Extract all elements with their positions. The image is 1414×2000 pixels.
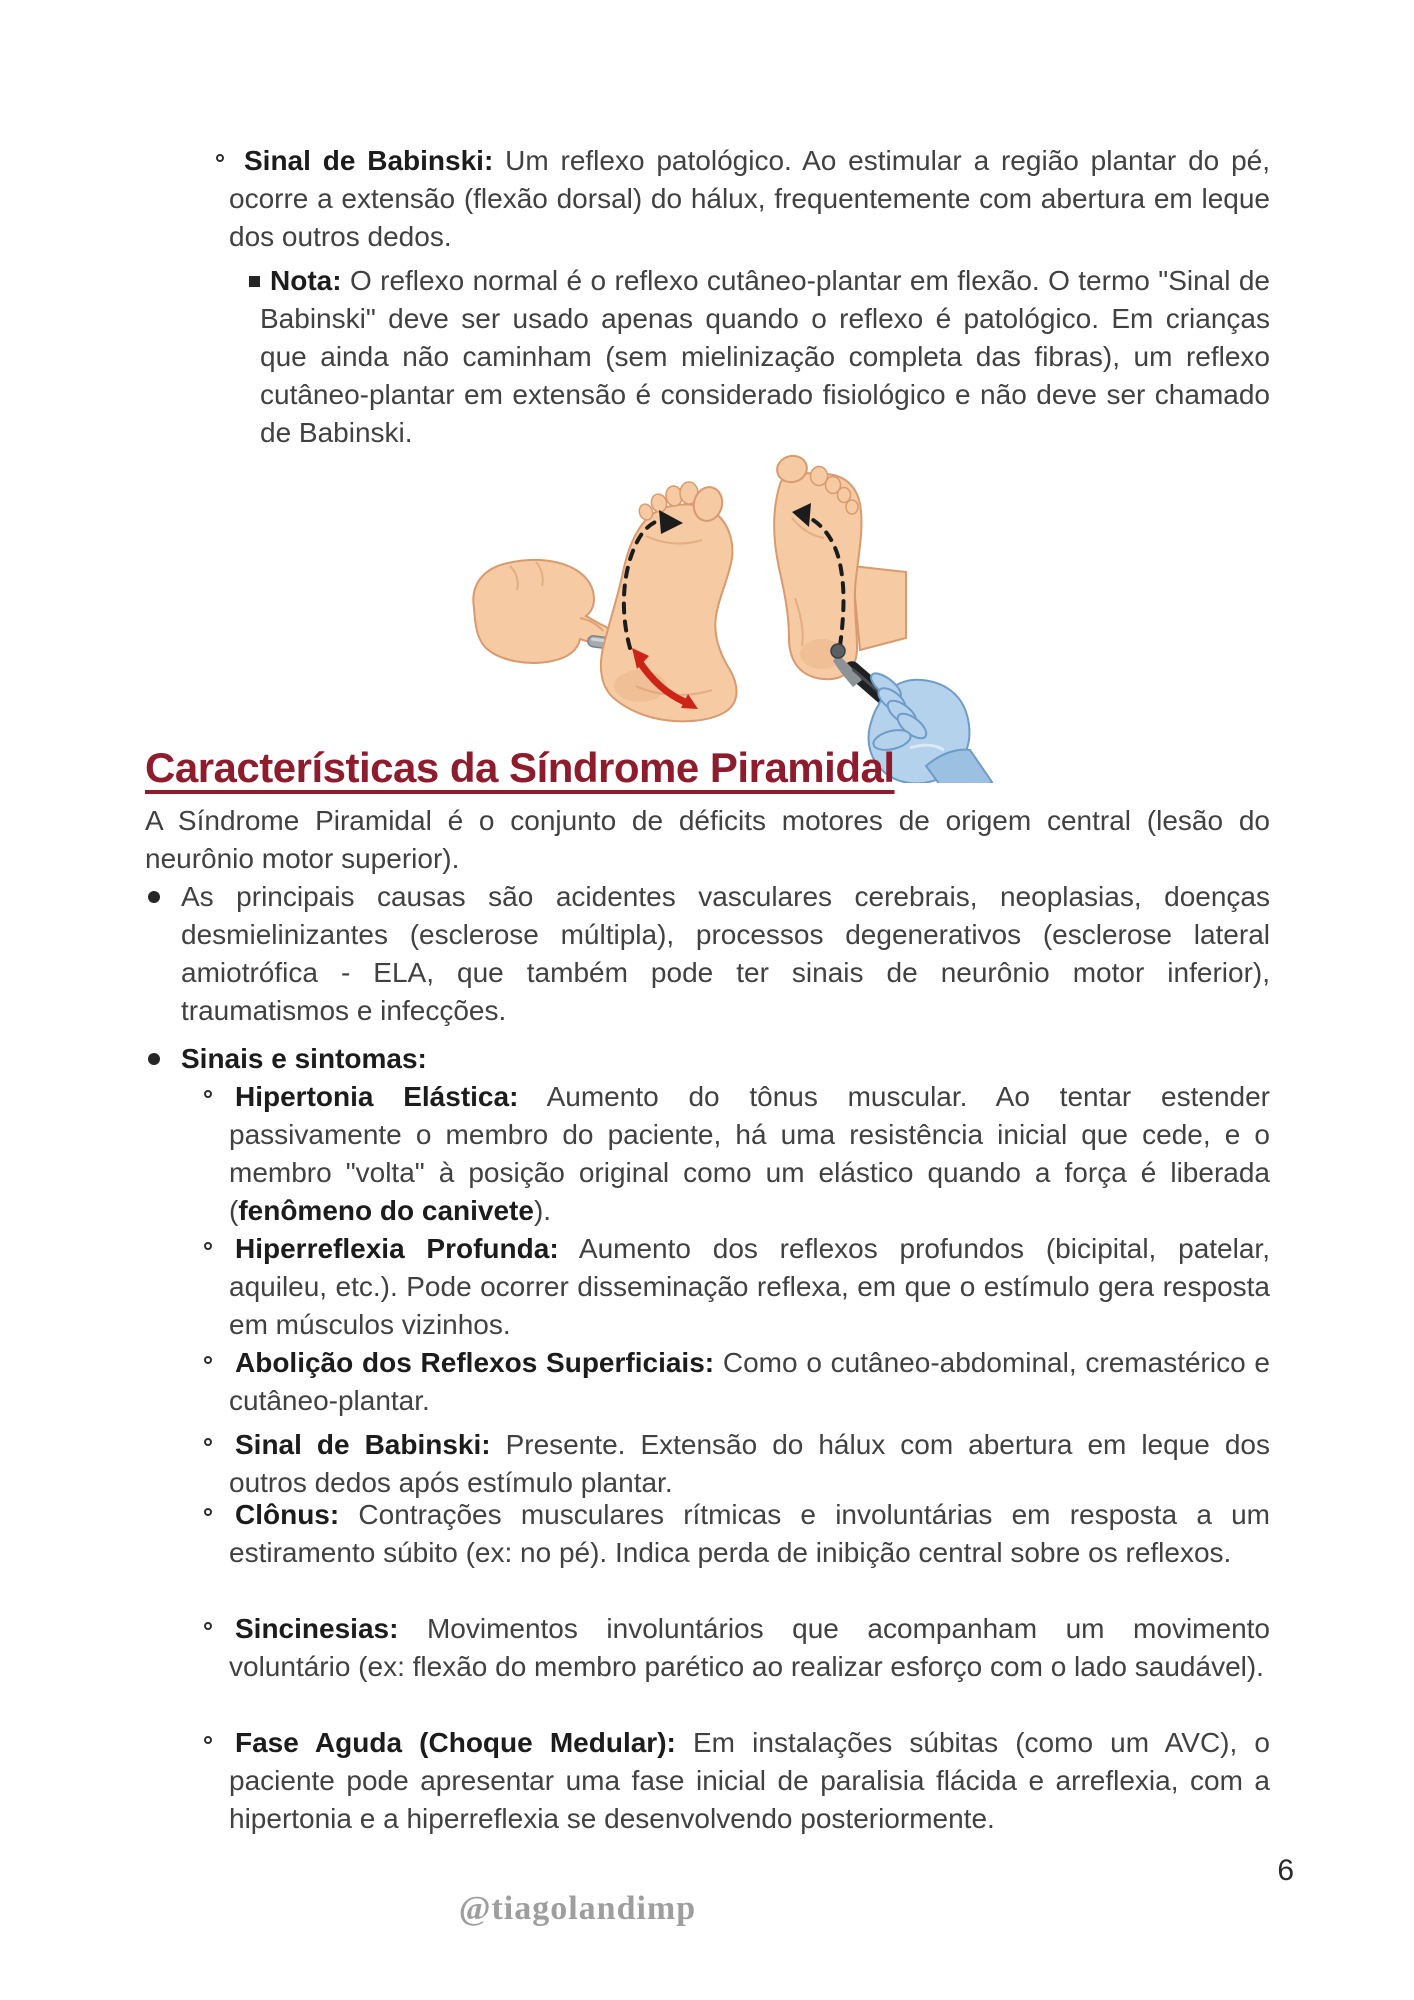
list-item-note — [260, 262, 1270, 452]
sign-item-abolicao — [229, 1344, 1270, 1420]
square-bullet-icon — [249, 276, 260, 287]
sign-item-fase-aguda — [229, 1724, 1270, 1838]
babinski-illustration-svg — [440, 448, 1020, 783]
sign-text: Presente. Extensão do hálux com abertura em leque dos outros dedos após estímulo plantar. — [229, 1429, 1270, 1498]
sign-text: Aumento dos reflexos profundos (bicipital, patelar, aquileu, etc.). Pode ocorrer disseminação reflexa, em que o estímulo gera resposta em músculos vizinhos. — [229, 1233, 1270, 1340]
sign-text: Como o cutâneo-abdominal, cremastérico e cutâneo-plantar. — [229, 1347, 1271, 1416]
note-text: O reflexo normal é o reflexo cutâneo-plantar em flexão. O termo "Sinal de Babinski" deve ser usado apenas quando o reflexo é patológico. Em crianças que ainda não caminham (sem mielinização completa das fibras), um reflexo cutâneo-plantar em extensão é considerado fisiológico e não deve ser chamado de Babinski. — [260, 265, 1270, 448]
sign-item-clonus — [229, 1496, 1270, 1572]
circle-bullet-icon — [204, 1438, 212, 1446]
circle-bullet-icon — [204, 1622, 212, 1630]
intro-paragraph: A Síndrome Piramidal é o conjunto de déficits motores de origem central (lesão do neurônio motor superior). — [145, 805, 1270, 874]
term-label: Sinal de Babinski: — [244, 145, 494, 176]
page-number: 6 — [1277, 1854, 1294, 1887]
sign-text: Movimentos involuntários que acompanham um movimento voluntário (ex: flexão do membro parético ao realizar esforço com o lado saudável). — [229, 1613, 1270, 1682]
sign-text: Aumento do tônus muscular. Ao tentar estender passivamente o membro do paciente, há uma resistência inicial que cede, e o membro "volta" à posição original como um elástico quando a força é liberada ( — [229, 1081, 1270, 1226]
note-label: Nota: — [270, 265, 342, 296]
sign-lead: Abolição dos Reflexos Superficiais: — [235, 1347, 715, 1378]
toe — [811, 467, 828, 486]
sign-lead: Hipertonia Elástica: — [235, 1081, 519, 1112]
list-item-babinski-definition — [229, 142, 1270, 256]
babinski-illustration — [440, 448, 1020, 783]
toe — [838, 488, 851, 503]
sign-lead: Clônus: — [235, 1499, 340, 1530]
list-item-causas — [181, 878, 1270, 1030]
disc-bullet-icon — [148, 891, 160, 903]
circle-bullet-icon — [204, 1356, 212, 1364]
sign-lead: Sincinesias: — [235, 1613, 399, 1644]
sign-text: Em instalações súbitas (como um AVC), o paciente pode apresentar uma fase inicial de paralisia flácida e arreflexia, com a hipertonia e a hiperreflexia se desenvolvendo posteriormente. — [229, 1727, 1270, 1834]
term-text: Um reflexo patológico. Ao estimular a região plantar do pé, ocorre a extensão (flexão dorsal) do hálux, frequentemente com abertura em leque dos outros dedos. — [229, 145, 1270, 252]
item-text: As principais causas são acidentes vasculares cerebrais, neoplasias, doenças desmielinizantes (esclerose múltipla), processos degenerativos (esclerose lateral amiotrófica - ELA, que também pode ter sinais de neurônio motor inferior), traumatismos e infecções. — [181, 881, 1270, 1026]
sign-bold-inline: fenômeno do canivete — [238, 1195, 534, 1226]
sign-lead: Sinal de Babinski: — [235, 1429, 491, 1460]
sign-item-babinski — [229, 1426, 1270, 1502]
circle-bullet-icon — [204, 1242, 212, 1250]
sign-text-tail: ). — [533, 1195, 552, 1226]
sign-lead: Hiperreflexia Profunda: — [235, 1233, 559, 1264]
sign-item-hipertonia — [229, 1078, 1270, 1230]
sign-item-sincinesias — [229, 1610, 1270, 1686]
circle-bullet-icon — [204, 1090, 212, 1098]
sign-item-hiperreflexia — [229, 1230, 1270, 1344]
instrument-tip — [831, 644, 845, 658]
circle-bullet-icon — [204, 1508, 212, 1516]
disc-bullet-icon — [148, 1053, 160, 1065]
sign-text: Contrações musculares rítmicas e involuntárias em resposta a um estiramento súbito (ex: no pé). Indica perda de inibição central sobre os reflexos. — [229, 1499, 1270, 1568]
item-lead: Sinais e sintomas: — [181, 1043, 427, 1074]
watermark-handle: @tiagolandimp — [458, 1890, 697, 1927]
toe — [846, 500, 858, 514]
list-item-sinais-e-sintomas — [181, 1040, 1270, 1078]
section-heading: Características da Síndrome Piramidal — [145, 744, 895, 791]
ankle — [852, 566, 906, 650]
circle-bullet-icon — [216, 154, 224, 162]
sign-lead: Fase Aguda (Choque Medular): — [235, 1727, 676, 1758]
circle-bullet-icon — [204, 1736, 212, 1744]
